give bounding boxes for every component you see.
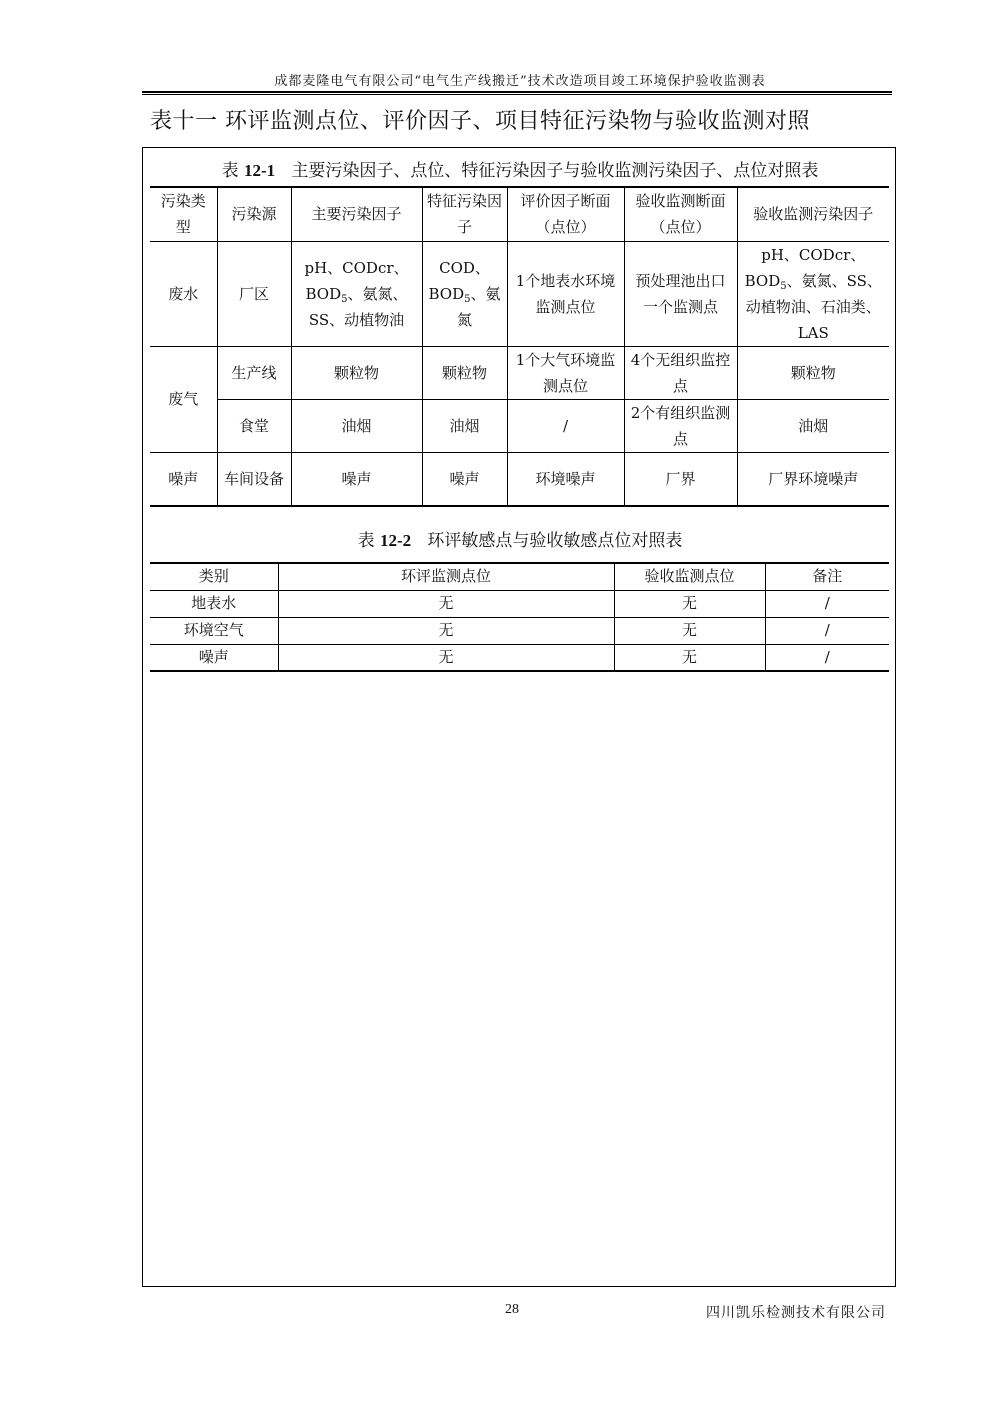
cell-characteristic: COD、$BOD_5$、氨氮 xyxy=(422,241,507,346)
cell-acc-section: 预处理池出口一个监测点 xyxy=(624,241,737,346)
header-remark: 备注 xyxy=(765,563,889,590)
cell-acc-section: 2个有组织监测点 xyxy=(624,399,737,452)
table-row xyxy=(150,399,889,452)
section-title: 表十一 环评监测点位、评价因子、项目特征污染物与验收监测对照 xyxy=(150,109,810,134)
table-row xyxy=(150,346,889,399)
header-type: 污染类型 xyxy=(150,187,217,241)
header-acc-factors: 验收监测污染因子 xyxy=(737,187,889,241)
cell-characteristic: 颗粒物 xyxy=(422,346,507,399)
header-main-factors: 主要污染因子 xyxy=(291,187,422,241)
cell-acc-factors: 颗粒物 xyxy=(737,346,889,399)
table1-caption: 表 12-1 主要污染因子、点位、特征污染因子与验收监测污染因子、点位对照表 xyxy=(221,161,819,181)
table-row xyxy=(150,644,889,671)
cell-acc-section: 厂界 xyxy=(624,452,737,506)
cell-acc-point: 无 xyxy=(614,590,765,617)
sensitive-point-table xyxy=(150,562,889,672)
cell-acc-factors: 厂界环境噪声 xyxy=(737,452,889,506)
cell-type: 噪声 xyxy=(150,452,217,506)
cell-acc-point: 无 xyxy=(614,644,765,671)
cell-acc-factors: 油烟 xyxy=(737,399,889,452)
table-row xyxy=(150,452,889,506)
pollution-factor-table xyxy=(150,186,889,507)
cell-main-factors: 颗粒物 xyxy=(291,346,422,399)
cell-acc-section: 4个无组织监控点 xyxy=(624,346,737,399)
cell-eval-point: 无 xyxy=(278,590,614,617)
table-header-row xyxy=(150,563,889,590)
cell-acc-point: 无 xyxy=(614,617,765,644)
header-characteristic: 特征污染因子 xyxy=(422,187,507,241)
cell-characteristic: 噪声 xyxy=(422,452,507,506)
table-row xyxy=(150,617,889,644)
cell-acc-factors: pH、CODcr、$BOD_5$、氨氮、SS、动植物油、石油类、LAS xyxy=(737,241,889,346)
cell-main-factors: pH、CODcr、$BOD_5$、氨氮、SS、动植物油 xyxy=(291,241,422,346)
header-acc-section: 验收监测断面（点位） xyxy=(624,187,737,241)
header-category: 类别 xyxy=(150,563,278,590)
cell-type: 废水 xyxy=(150,241,217,346)
header-acc-point: 验收监测点位 xyxy=(614,563,765,590)
cell-main-factors: 噪声 xyxy=(291,452,422,506)
cell-remark: / xyxy=(765,590,889,617)
header-eval-section: 评价因子断面（点位） xyxy=(507,187,624,241)
table-row xyxy=(150,241,889,346)
cell-source: 厂区 xyxy=(217,241,291,346)
cell-type: 废气 xyxy=(150,346,217,452)
document-header-title: 成都麦隆电气有限公司“电气生产线搬迁”技术改造项目竣工环境保护验收监测表 xyxy=(274,74,766,89)
header-source: 污染源 xyxy=(217,187,291,241)
cell-category: 噪声 xyxy=(150,644,278,671)
header-eval-point: 环评监测点位 xyxy=(278,563,614,590)
cell-eval-section: 1个大气环境监测点位 xyxy=(507,346,624,399)
footer-company: 四川凯乐检测技术有限公司 xyxy=(706,1305,886,1321)
page-number: 28 xyxy=(505,1302,519,1317)
cell-eval-point: 无 xyxy=(278,644,614,671)
cell-eval-section: / xyxy=(507,399,624,452)
cell-eval-section: 1个地表水环境监测点位 xyxy=(507,241,624,346)
cell-eval-point: 无 xyxy=(278,617,614,644)
table-row xyxy=(150,590,889,617)
table2-caption: 表 12-2 环评敏感点与验收敏感点位对照表 xyxy=(357,531,683,551)
cell-source: 食堂 xyxy=(217,399,291,452)
cell-remark: / xyxy=(765,644,889,671)
cell-source: 车间设备 xyxy=(217,452,291,506)
cell-remark: / xyxy=(765,617,889,644)
cell-category: 环境空气 xyxy=(150,617,278,644)
cell-eval-section: 环境噪声 xyxy=(507,452,624,506)
cell-main-factors: 油烟 xyxy=(291,399,422,452)
table-header-row xyxy=(150,187,889,241)
cell-source: 生产线 xyxy=(217,346,291,399)
cell-characteristic: 油烟 xyxy=(422,399,507,452)
cell-category: 地表水 xyxy=(150,590,278,617)
header-rule xyxy=(142,91,892,95)
